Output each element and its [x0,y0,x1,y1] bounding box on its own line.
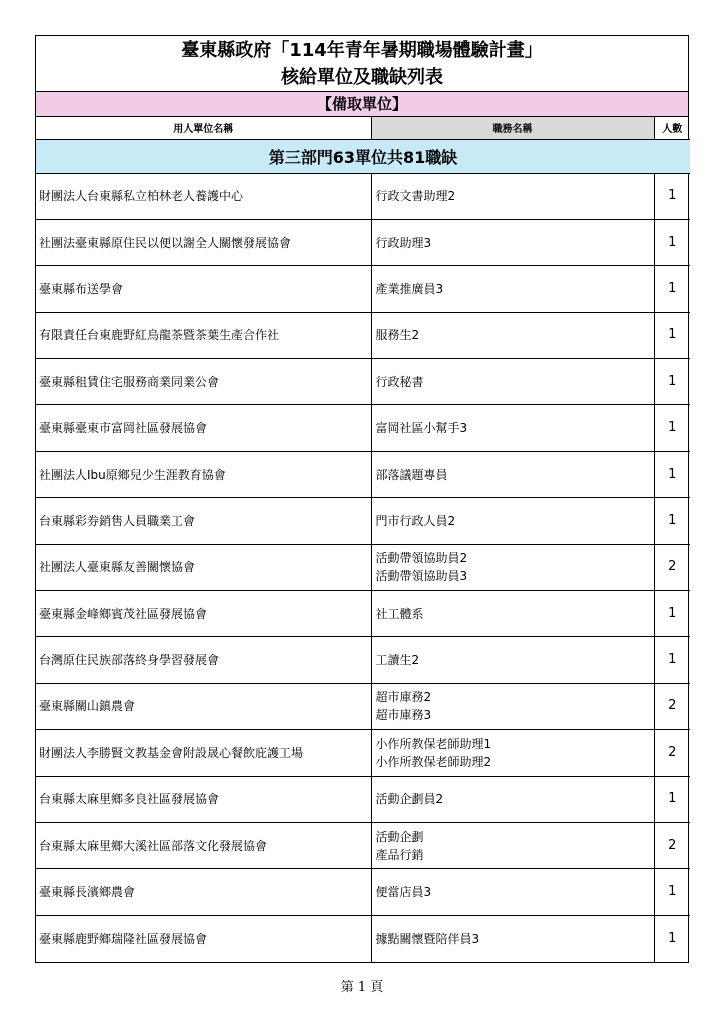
job-title: 活動企劃 [375,829,424,844]
org-name-cell: 社團法人Ibu原鄉兒少生涯教育協會 [36,451,371,497]
job-title: 服務生2 [375,328,420,343]
job-title: 活動帶領協助員2 [375,551,468,566]
headcount-cell: 1 [654,637,690,683]
headcount-cell: 1 [654,776,690,822]
headcount-cell: 2 [654,544,690,590]
dept-summary: 第三部門63單位共81職缺 [36,139,690,173]
org-name-cell: 社團法人臺東縣友善關懷協會 [36,544,371,590]
job-title: 小作所教保老師助理2 [375,754,492,769]
job-title-cell [371,312,654,358]
table-row [36,498,690,544]
job-title-cell [371,498,654,544]
job-title: 社工體系 [375,606,424,621]
job-title: 富岡社區小幫手3 [375,421,468,436]
headcount-cell: 2 [654,822,690,868]
job-title: 行政助理3 [375,235,432,250]
job-title-cell [371,359,654,405]
job-title: 部落議題專員 [375,467,448,482]
section-label: 【備取單位】 [36,92,688,117]
job-title: 產品行銷 [375,847,424,862]
org-name-cell: 台東縣彩券銷售人員職業工會 [36,498,371,544]
org-name-cell: 台灣原住民族部落終身學習發展會 [36,637,371,683]
headcount-cell: 1 [654,173,690,219]
job-title-cell [371,869,654,915]
document-title [36,36,688,92]
org-name-cell: 臺東縣租賃住宅服務商業同業公會 [36,359,371,405]
title-line-1: 臺東縣政府「114年青年暑期職場體驗計畫」 [181,40,543,61]
org-name-cell: 臺東縣金峰鄉賓茂社區發展協會 [36,591,371,637]
table-row [36,915,690,961]
headcount-cell: 1 [654,869,690,915]
org-name-cell: 臺東縣布送學會 [36,266,371,312]
job-title-cell [371,544,654,590]
org-name-cell: 台東縣太麻里鄉大溪社區部落文化發展協會 [36,822,371,868]
table-row [36,776,690,822]
job-title: 門市行政人員2 [375,513,456,528]
job-title: 行政文書助理2 [375,189,456,204]
job-title: 工讀生2 [375,653,420,668]
job-title: 便當店員3 [375,885,432,900]
job-list-sheet [35,35,689,963]
job-title: 產業推廣員3 [375,281,444,296]
job-title-cell [371,730,654,776]
job-title-cell [371,451,654,497]
header-org: 用人單位名稱 [36,117,371,139]
table-row [36,591,690,637]
table-row [36,266,690,312]
job-title-cell [371,405,654,451]
header-job: 職務名稱 [371,117,654,139]
headcount-cell: 1 [654,915,690,961]
job-title: 活動帶領協助員3 [375,569,468,584]
table-row [36,451,690,497]
table-row [36,173,690,219]
table-row [36,822,690,868]
org-name-cell: 有限責任台東鹿野紅烏龍茶暨茶葉生產合作社 [36,312,371,358]
org-name-cell: 臺東縣鹿野鄉瑞隆社區發展協會 [36,915,371,961]
job-table [36,117,690,962]
page-number: 第 1 頁 [340,980,384,995]
job-title-cell [371,915,654,961]
job-title: 超市庫務2 [375,690,432,705]
headcount-cell: 1 [654,498,690,544]
org-name-cell: 臺東縣長濱鄉農會 [36,869,371,915]
org-name-cell: 社團法臺東縣原住民以便以謝全人關懷發展協會 [36,219,371,265]
table-row [36,730,690,776]
job-title-cell [371,591,654,637]
headcount-cell: 2 [654,730,690,776]
headcount-cell: 1 [654,266,690,312]
headcount-cell: 1 [654,405,690,451]
table-row [36,359,690,405]
table-row [36,869,690,915]
job-title: 超市庫務3 [375,708,432,723]
headcount-cell: 2 [654,683,690,729]
job-title-cell [371,219,654,265]
org-name-cell: 財團法人台東縣私立柏林老人養護中心 [36,173,371,219]
table-row [36,683,690,729]
table-row [36,312,690,358]
headcount-cell: 1 [654,219,690,265]
job-title: 據點關懷暨陪伴員3 [375,931,480,946]
job-title-cell [371,776,654,822]
title-line-2: 核給單位及職缺列表 [281,67,443,88]
org-name-cell: 財團法人李勝賢文教基金會附設晟心餐飲庇護工場 [36,730,371,776]
headcount-cell: 1 [654,591,690,637]
headcount-cell: 1 [654,451,690,497]
headcount-cell: 1 [654,359,690,405]
job-title-cell [371,683,654,729]
table-row [36,405,690,451]
org-name-cell: 臺東縣臺東市富岡社區發展協會 [36,405,371,451]
org-name-cell: 臺東縣關山鎮農會 [36,683,371,729]
table-row [36,219,690,265]
job-title-cell [371,637,654,683]
job-title: 活動企劃員2 [375,792,444,807]
org-name-cell: 台東縣太麻里鄉多良社區發展協會 [36,776,371,822]
job-title: 小作所教保老師助理1 [375,736,492,751]
job-title-cell [371,173,654,219]
job-title-cell [371,266,654,312]
job-title-cell [371,822,654,868]
headcount-cell: 1 [654,312,690,358]
table-row [36,637,690,683]
job-title: 行政秘書 [375,374,424,389]
header-count: 人數 [654,117,690,139]
table-row [36,544,690,590]
